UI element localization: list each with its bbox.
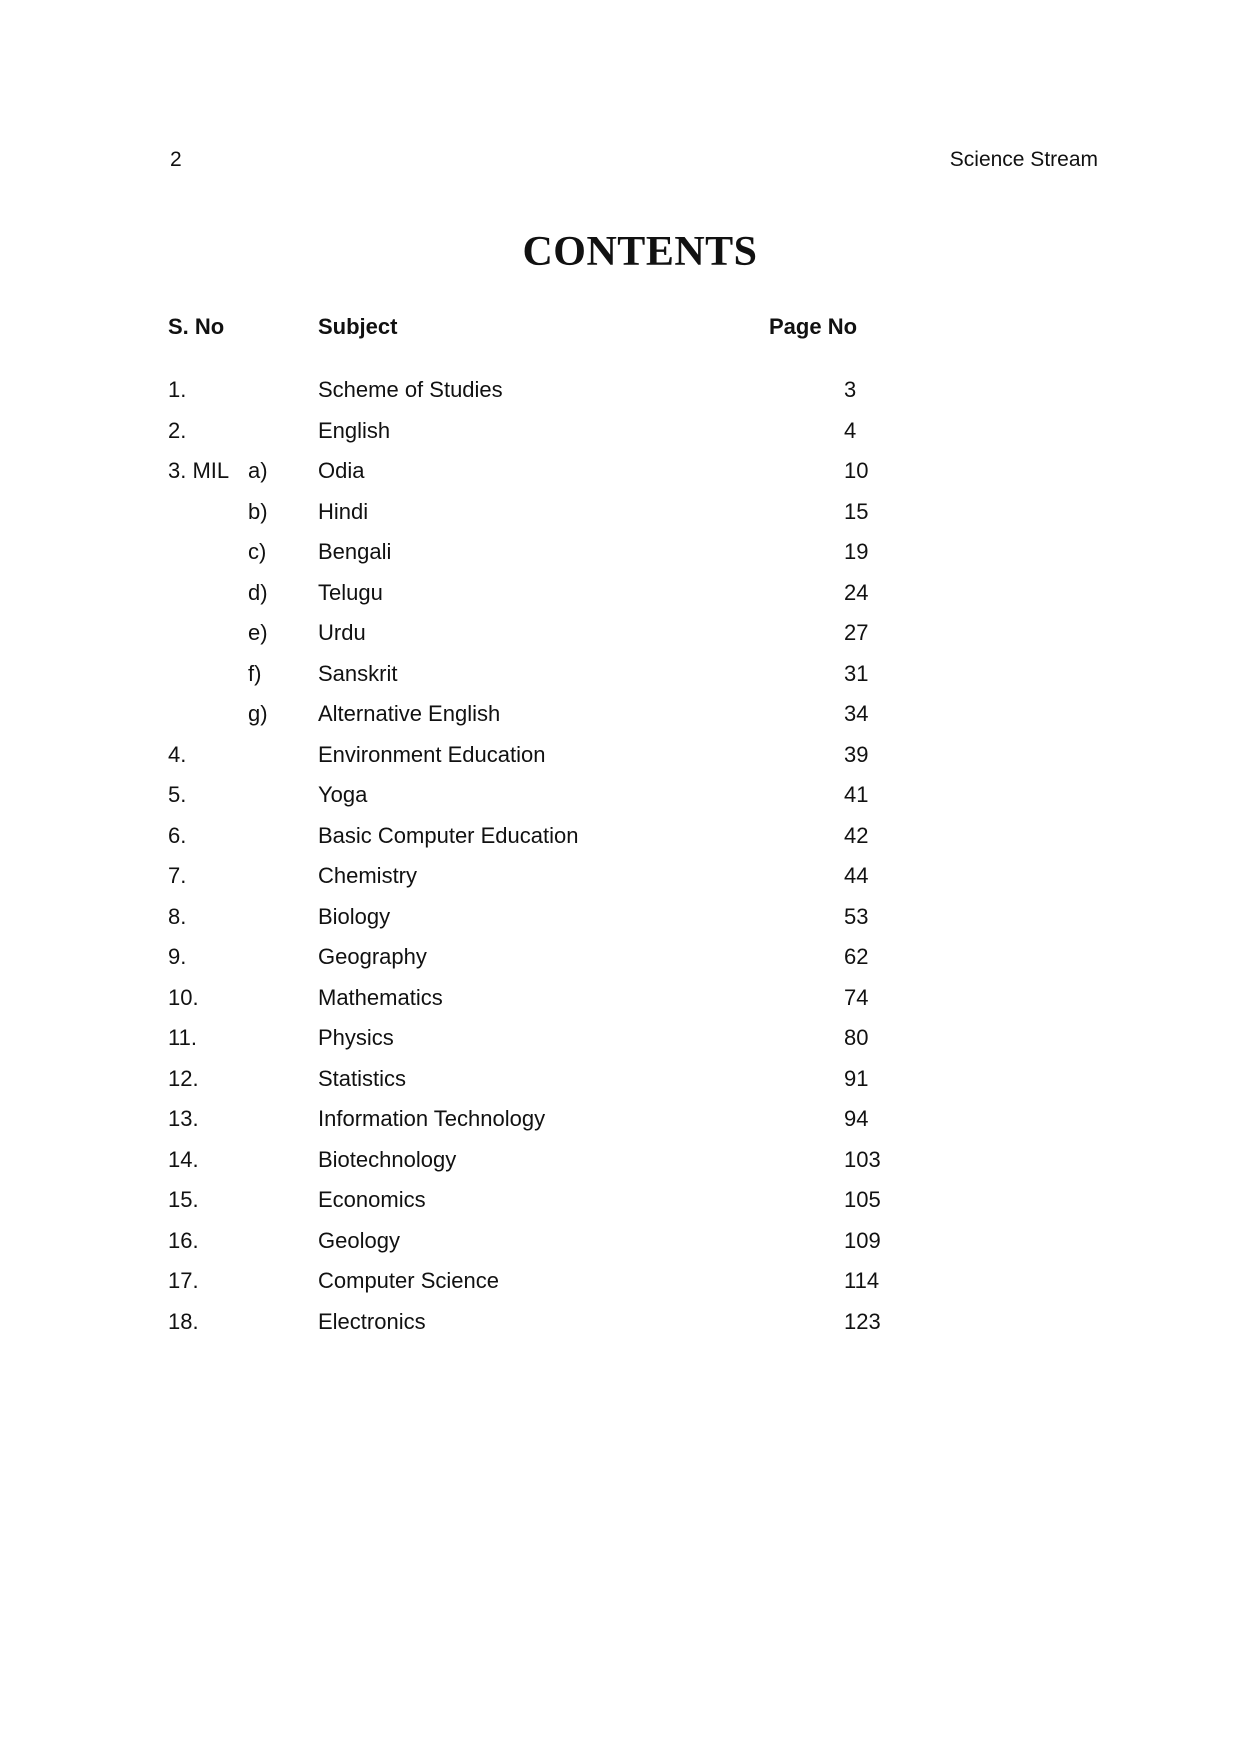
running-header-section: Science Stream — [949, 148, 1098, 171]
row-page: 80 — [844, 1025, 869, 1050]
row-page: 42 — [844, 822, 869, 848]
row-page: 34 — [844, 701, 869, 726]
toc-row — [0, 1103, 1240, 1144]
toc-row — [0, 617, 1240, 658]
toc-row — [0, 941, 1240, 982]
row-page: 10 — [844, 458, 869, 483]
toc-row — [0, 1022, 1240, 1063]
row-sub-label: c) — [248, 539, 267, 564]
row-sub-label: g) — [248, 701, 268, 726]
toc-row — [0, 698, 1240, 739]
row-subject: Environment Education — [318, 741, 546, 767]
row-page: 27 — [844, 620, 869, 645]
row-sub-label: b) — [248, 498, 268, 524]
row-page: 109 — [844, 1227, 881, 1253]
row-subject: Electronics — [318, 1308, 426, 1334]
row-page: 44 — [844, 863, 869, 888]
row-sno: 9. — [168, 944, 187, 969]
row-subject: Biotechnology — [318, 1146, 457, 1172]
toc-row — [0, 1265, 1240, 1306]
row-page: 15 — [844, 498, 869, 524]
row-page: 94 — [844, 1106, 869, 1131]
row-subject: Geography — [318, 944, 427, 969]
toc-row — [0, 860, 1240, 901]
row-sno: 11. — [168, 1025, 197, 1050]
row-subject: Alternative English — [318, 701, 501, 726]
row-subject: Scheme of Studies — [318, 377, 503, 402]
toc-row — [0, 455, 1240, 496]
row-sno: 16. — [168, 1227, 199, 1253]
row-sno: 5. — [168, 782, 187, 807]
toc-row — [0, 658, 1240, 699]
page-number: 2 — [170, 148, 182, 171]
row-page: 31 — [844, 660, 869, 686]
toc-row — [0, 536, 1240, 577]
row-subject: Odia — [318, 458, 365, 483]
row-page: 39 — [844, 741, 869, 767]
column-header-sno: S. No — [168, 314, 225, 339]
toc-row — [0, 820, 1240, 861]
toc-row — [0, 1225, 1240, 1266]
contents-list — [0, 374, 1240, 1346]
row-subject: Economics — [318, 1187, 426, 1212]
toc-row — [0, 1144, 1240, 1185]
row-sno: 4. — [168, 741, 187, 767]
row-page: 114 — [844, 1268, 880, 1293]
row-page: 91 — [844, 1065, 869, 1091]
toc-row — [0, 982, 1240, 1023]
row-page: 123 — [844, 1308, 881, 1334]
row-subject: Statistics — [318, 1065, 407, 1091]
toc-row — [0, 374, 1240, 415]
row-page: 105 — [844, 1187, 881, 1212]
toc-row — [0, 901, 1240, 942]
toc-row — [0, 415, 1240, 456]
row-subject: Information Technology — [318, 1106, 546, 1131]
row-sno: 13. — [168, 1106, 199, 1131]
row-page: 74 — [844, 984, 869, 1010]
page-title: CONTENTS — [522, 229, 758, 275]
row-sno: 15. — [168, 1187, 199, 1212]
row-page: 41 — [844, 782, 869, 807]
row-sno: 14. — [168, 1146, 199, 1172]
row-subject: Physics — [318, 1025, 394, 1050]
row-page: 53 — [844, 903, 869, 929]
row-subject: Urdu — [318, 620, 366, 645]
row-subject: Yoga — [318, 782, 368, 807]
row-subject: Mathematics — [318, 984, 443, 1010]
row-sub-label: d) — [248, 579, 268, 605]
toc-row — [0, 577, 1240, 618]
toc-row — [0, 1306, 1240, 1347]
row-sno: 3. MIL — [168, 458, 230, 483]
row-sno: 17. — [168, 1268, 199, 1293]
toc-row — [0, 779, 1240, 820]
row-subject: Computer Science — [318, 1268, 499, 1293]
row-subject: Hindi — [318, 498, 369, 524]
row-sno: 10. — [168, 984, 199, 1010]
row-sno: 12. — [168, 1065, 199, 1091]
row-page: 4 — [844, 417, 857, 443]
row-page: 103 — [844, 1146, 881, 1172]
row-sno: 7. — [168, 863, 187, 888]
column-header-subject: Subject — [318, 314, 398, 339]
row-subject: Basic Computer Education — [318, 822, 579, 848]
row-subject: Chemistry — [318, 863, 418, 888]
row-subject: Geology — [318, 1227, 400, 1253]
toc-row — [0, 496, 1240, 537]
row-sub-label: e) — [248, 620, 268, 645]
toc-row — [0, 1184, 1240, 1225]
row-subject: English — [318, 417, 391, 443]
row-subject: Telugu — [318, 579, 383, 605]
row-page: 3 — [844, 377, 857, 402]
toc-row — [0, 739, 1240, 780]
row-page: 19 — [844, 539, 869, 564]
row-sno: 8. — [168, 903, 187, 929]
row-sno: 2. — [168, 417, 187, 443]
row-page: 24 — [844, 579, 869, 605]
toc-row — [0, 1063, 1240, 1104]
row-subject: Bengali — [318, 539, 392, 564]
column-header-page: Page No — [769, 314, 858, 339]
row-subject: Biology — [318, 903, 391, 929]
row-sub-label: f) — [248, 660, 262, 686]
row-subject: Sanskrit — [318, 660, 398, 686]
row-sno: 18. — [168, 1308, 199, 1334]
row-sno: 6. — [168, 822, 187, 848]
row-sno: 1. — [168, 377, 187, 402]
row-sub-label: a) — [248, 458, 268, 483]
row-page: 62 — [844, 944, 869, 969]
